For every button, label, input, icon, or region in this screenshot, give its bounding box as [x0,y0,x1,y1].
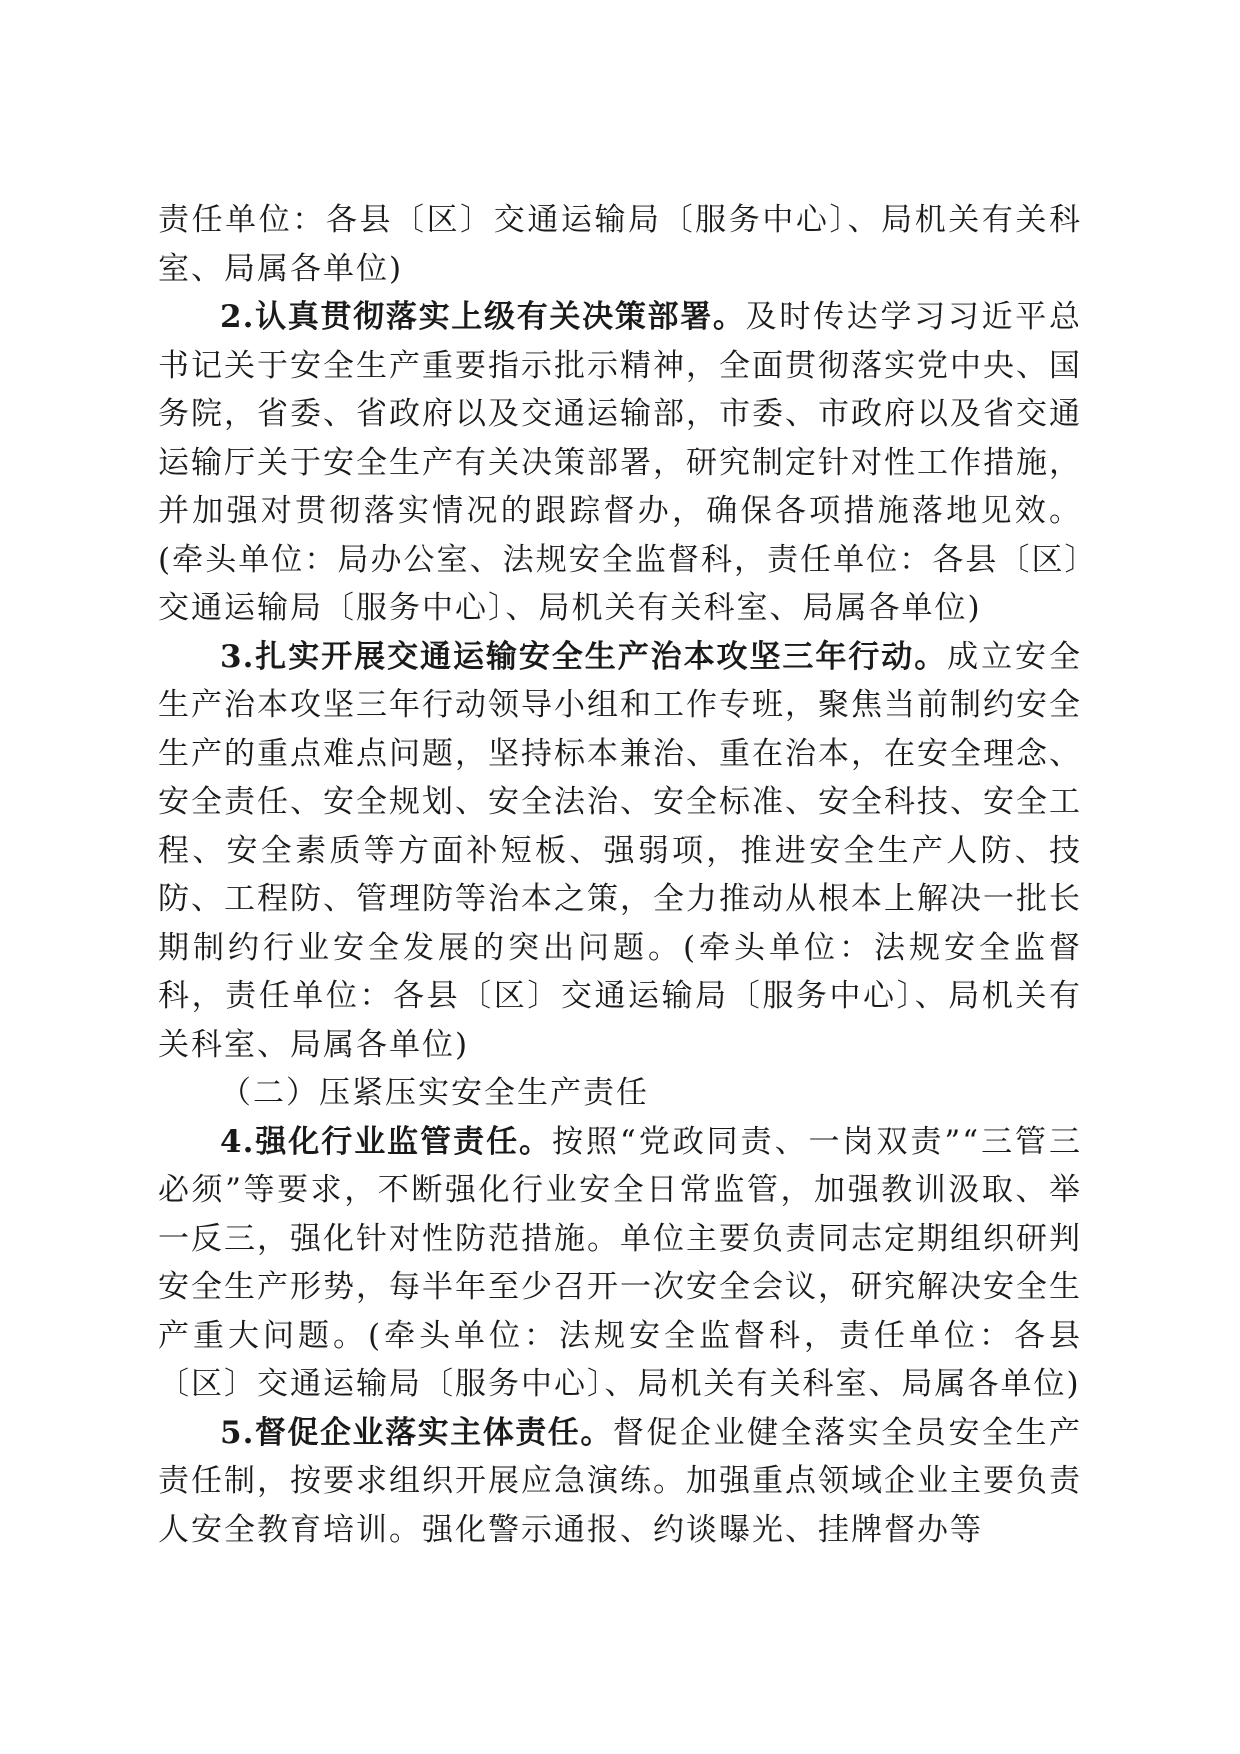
paragraph-text: 成立安全 生产治本攻坚三年行动领导小组和工作专班，聚焦当前制约安全 生产的重点难点问题，坚持标本兼治、重在治本，在安全理念、 安全责任、安全规划、安全法治、安全标准、安全科技、安全工程、安全素质等方面补短板、强弱项，推进安全生产人防、技防、工程防、管理防等治本之策，全力推动从根本上解决一批长期制约行业安全发展的突出问题。(牵头单位：法规安全监督科，责任单位：各县〔区〕交通运输局〔服务中心〕、局机关有关科室、局属各单位) [158,638,1082,1063]
paragraph-item-4 [158,1118,1082,1409]
section-title: （二）压紧压实安全生产责任 [220,1075,649,1111]
item-heading: 3.扎实开展交通运输安全生产治本攻坚三年行动。 [220,638,948,675]
paragraph-item-2 [158,293,1082,633]
document-body [158,196,1082,1554]
paragraph-item-5 [158,1409,1082,1555]
paragraph-text: 责任单位：各县〔区〕交通运输局〔服务中心〕、局机关有关科室、局属各单位) [158,202,1082,287]
paragraph-text: 按照“党政同责、一岗双责”“三管三必须”等要求，不断强化行业安全日常监管，加强教训汲取、举一反三，强化针对性防范措施。单位主要负责同志定期组织研判安全生产形势，每半年至少召开一次安全会议，研究解决安全生产重大问题。(牵头单位：法规安全监督科，责任单位：各县〔区〕交通运输局〔服务中心〕、局机关有关科室、局属各单位) [158,1123,1082,1402]
section-heading [158,1069,1082,1118]
item-heading: 4.强化行业监管责任。 [220,1123,552,1160]
paragraph-item-3 [158,633,1082,1070]
item-heading: 5.督促企业落实主体责任。 [220,1414,613,1451]
paragraph-text: 及时传达学习习近平总 书记关于安全生产重要指示批示精神，全面贯彻落实党中央、国 务院，省委、省政府以及交通运输部，市委、市政府以及省交通运输厅关于安全生产有关决策部署，研究制定针对性工作措施，并加强对贯彻落实情况的跟踪督办，确保各项措施落地见效。(牵头单位：局办公室、法规安全监督科，责任单位：各县〔区〕交通运输局〔服务中心〕、局机关有关科室、局属各单位) [158,299,1082,626]
paragraph-continuation [158,196,1082,293]
item-heading: 2.认真贯彻落实上级有关决策部署。 [220,299,746,335]
paragraph-text: 督促企业健全落实全员安全生产责任制，按要求组织开展应急演练。加强重点领域企业主要负责人安全教育培训。强化警示通报、约谈曝光、挂牌督办等 [158,1414,1082,1548]
